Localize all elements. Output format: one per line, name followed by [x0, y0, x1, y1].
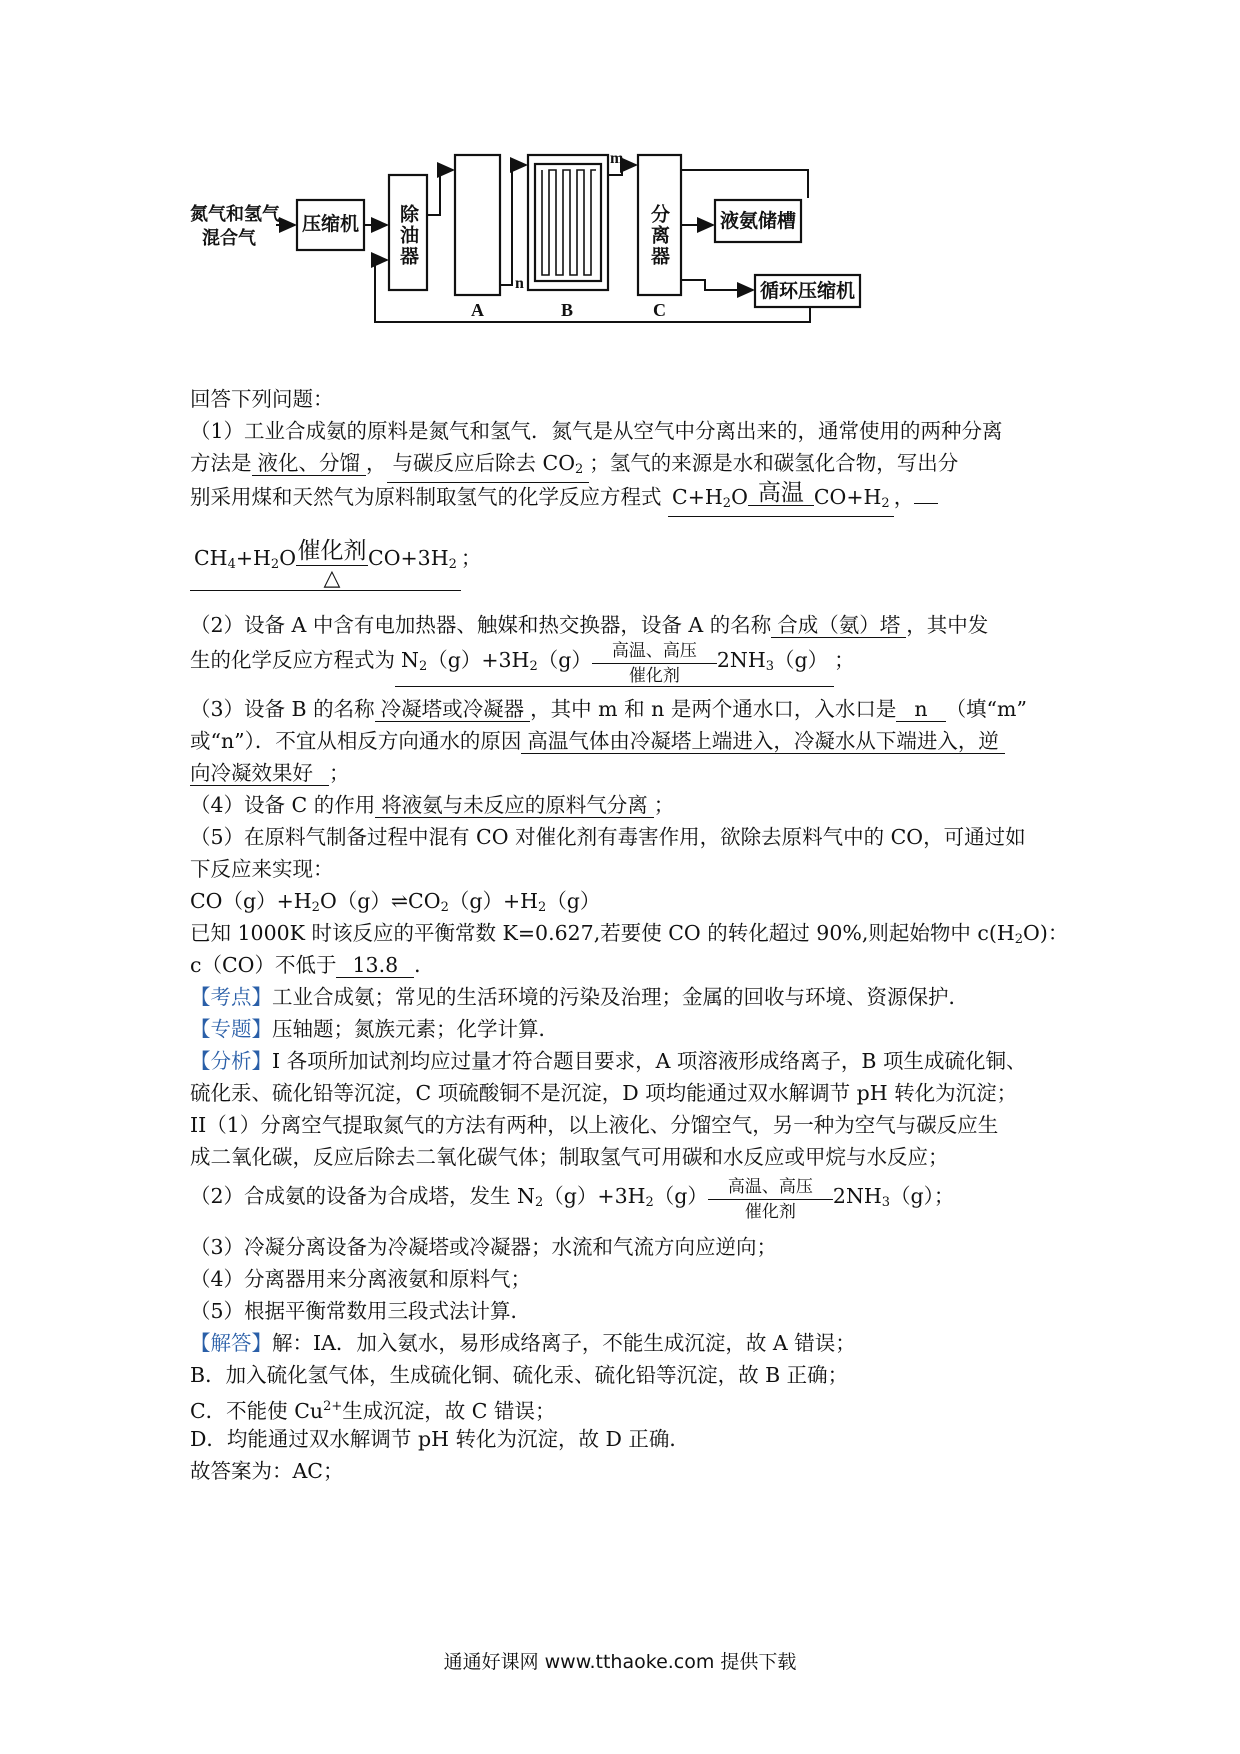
- q2-line-2: 生的化学反应方程式为 $N_2(g)+3H_2(g)$ 高温、高压 催化剂 $2NH_3(g)$ ；: [190, 641, 855, 686]
- fenxi-line-5: （2）合成氨的设备为合成塔，发生 $N_2(g)+3H_2(g)$ 高温、高压 催化剂 $2NH_3(g)$；: [190, 1177, 955, 1222]
- answer-blank: 向冷凝效果好: [190, 761, 329, 786]
- q3-line-3: 向冷凝效果好 ；: [190, 761, 350, 785]
- q1-line-3: 别采用煤和天然气为原料制取氢气的化学反应方程式 $C+H_2O$ 高温 $CO+H_2$ ，: [190, 479, 1060, 533]
- zhuanti-tag: 【专题】: [190, 1017, 272, 1041]
- jieda-line-2: B．加入硫化氢气体，生成硫化铜、硫化汞、硫化铅等沉淀，故 B 正确；: [190, 1363, 849, 1387]
- reaction-condition: 高温、高压 催化剂: [592, 641, 717, 686]
- oil-remover-label: 除油器: [397, 203, 419, 267]
- answer-blank: 冷凝塔或冷凝器: [375, 697, 531, 722]
- answer-blank: [914, 503, 938, 504]
- jieda-line-4: D．均能通过双水解调节 pH 转化为沉淀，故 D 正确．: [190, 1427, 690, 1451]
- q5-equation: $CO(g)+H_2O(g)\rightleftharpoons CO_2(g)+H_2(g)$: [190, 889, 601, 915]
- reaction-condition: 高温、高压 催化剂: [708, 1177, 833, 1222]
- jieda-line-5: 故答案为：AC；: [190, 1459, 344, 1483]
- jieda-line-3: C．不能使 $Cu^{2+}$生成沉淀，故 C 错误；: [190, 1399, 556, 1423]
- fenxi-line-1: 【分析】I 各项所加试剂均应过量才符合题目要求，A 项溶液形成络离子，B 项生成硫化铜、: [190, 1049, 1027, 1073]
- device-a-label: A: [471, 300, 484, 320]
- answer-blank: 高温气体由冷凝塔上端进入，冷凝水从下端进入，逆: [521, 729, 1005, 754]
- fenxi-line-6: （3）冷凝分离设备为冷凝塔或冷凝器；水流和气流方向应逆向；: [190, 1235, 778, 1259]
- answer-blank: 13.8: [336, 953, 414, 978]
- answer-blank: $CH_4+H_2O$ 催化剂 △ $CO+3H_2$: [190, 539, 461, 591]
- intro-line: 回答下列问题：: [190, 387, 334, 411]
- device-b-label: B: [561, 300, 574, 320]
- answer-blank: 将液氨与未反应的原料气分离: [375, 793, 654, 818]
- q5-line-2: 下反应来实现：: [190, 857, 334, 881]
- jieda-tag: 【解答】: [190, 1331, 272, 1355]
- kaodian-tag: 【考点】: [190, 985, 272, 1009]
- fenxi-line-2: 硫化汞、硫化铅等沉淀，C 项硫酸铜不是沉淀，D 项均能通过双水解调节 pH 转化为沉淀；: [190, 1081, 1018, 1105]
- fenxi-line-7: （4）分离器用来分离液氨和原料气；: [190, 1267, 532, 1291]
- answer-blank: 液化、分馏: [252, 451, 367, 476]
- input-gas-label-1: 氮气和氢气: [190, 204, 280, 225]
- kaodian-line: 【考点】工业合成氨；常见的生活环境的污染及治理；金属的回收与环境、资源保护．: [190, 985, 969, 1009]
- q1-line-1: （1）工业合成氨的原料是氮气和氢气．氮气是从空气中分离出来的，通常使用的两种分离: [190, 419, 1003, 443]
- page-footer: 通通好课网 www.tthaoke.com 提供下载: [443, 1651, 797, 1673]
- answer-blank: 合成（氨）塔: [771, 613, 906, 638]
- fenxi-line-4: 成二氧化碳，反应后除去二氧化碳气体；制取氢气可用碳和水反应或甲烷与水反应；: [190, 1145, 949, 1169]
- answer-blank: 与碳反应后除去 $CO_2$: [387, 451, 590, 483]
- separator-label: 分离器: [648, 203, 670, 267]
- port-m-label: m: [610, 150, 624, 167]
- reaction-condition: 高温: [748, 481, 814, 516]
- ammonia-process-diagram: [190, 150, 980, 375]
- jieda-line-1: 【解答】解：ⅠA．加入氨水，易形成络离子，不能生成沉淀，故 A 错误；: [190, 1331, 856, 1355]
- q5-line-5: c（CO）不低于 13.8 ．: [190, 953, 435, 977]
- q4-line: （4）设备 C 的作用 将液氨与未反应的原料气分离 ；: [190, 793, 675, 817]
- q1-line-4: $CH_4+H_2O$ 催化剂 △ $CO+3H_2$ ；: [190, 533, 1060, 609]
- answer-blank: $C+H_2O$ 高温 $CO+H_2$: [668, 481, 894, 517]
- answer-text: [190, 383, 1069, 1487]
- q5-line-1: （5）在原料气制备过程中混有 CO 对催化剂有毒害作用，欲除去原料气中的 CO，可通过如: [190, 825, 1026, 849]
- compressor-label: 压缩机: [301, 213, 359, 235]
- q1-line-2: 方法是 液化、分馏 ， 与碳反应后除去 $CO_2$ ；氢气的来源是水和碳氢化合物，写出分: [190, 447, 1060, 479]
- q5-line-4: 已知 1000K 时该反应的平衡常数 K=0.627,若要使 CO 的转化超过 90%,则起始物中 $c(H_2O)$：: [190, 921, 1069, 947]
- fenxi-line-8: （5）根据平衡常数用三段式法计算．: [190, 1299, 532, 1323]
- ammonia-tank-label: 液氨储槽: [719, 210, 796, 232]
- q3-line-1: （3）设备 B 的名称 冷凝塔或冷凝器 ，其中 m 和 n 是两个通水口，入水口是 n （填“m”: [190, 697, 1027, 721]
- answer-blank: n: [896, 697, 945, 722]
- zhuanti-line: 【专题】压轴题；氮族元素；化学计算．: [190, 1017, 559, 1041]
- answer-blank: $N_2(g)+3H_2(g)$ 高温、高压 催化剂 $2NH_3(g)$: [395, 641, 834, 687]
- q3-line-2: 或“n”）．不宜从相反方向通水的原因 高温气体由冷凝塔上端进入，冷凝水从下端进入，逆: [190, 725, 1060, 757]
- q2-line-1: （2）设备 A 中含有电加热器、触媒和热交换器，设备 A 的名称 合成（氨）塔 ，其中发: [190, 613, 989, 637]
- fenxi-line-3: II（1）分离空气提取氮气的方法有两种，以上液化、分馏空气，另一种为空气与碳反应生: [190, 1113, 999, 1137]
- recycle-compressor-label: 循环压缩机: [759, 280, 855, 302]
- port-n-label: n: [515, 275, 524, 292]
- process-flow-lines: [190, 150, 980, 375]
- reaction-condition: 催化剂 △: [297, 538, 367, 591]
- fenxi-tag: 【分析】: [190, 1049, 272, 1073]
- input-gas-label-2: 混合气: [202, 228, 256, 249]
- device-c-label: C: [653, 300, 666, 320]
